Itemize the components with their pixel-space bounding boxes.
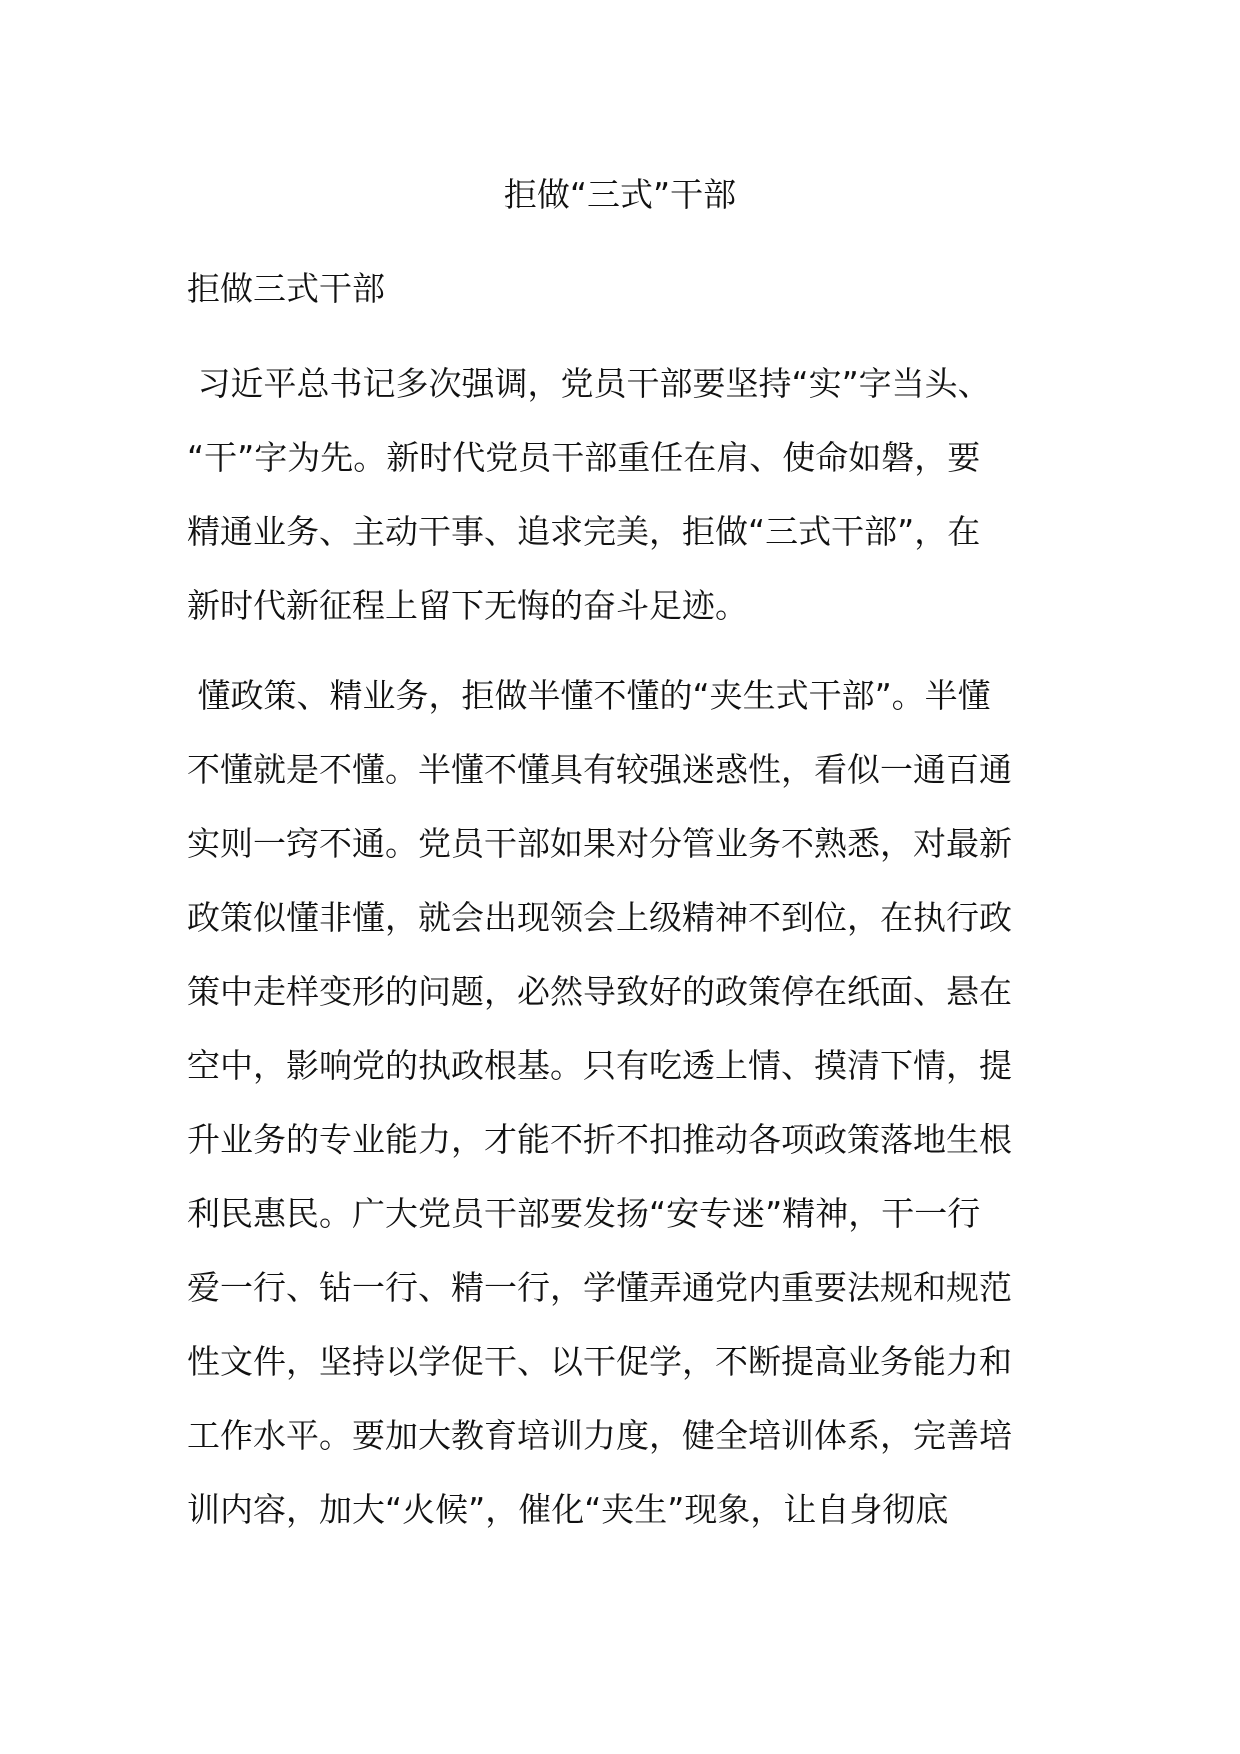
paragraph-line: 利民惠民。广大党员干部要发扬“安专迷”精神，干一行 (187, 1194, 981, 1233)
paragraph-line: 训内容，加大“火候”，催化“夹生”现象，让自身彻底 (187, 1490, 949, 1529)
paragraph-line: 升业务的专业能力，才能不折不扣推动各项政策落地生根 (187, 1120, 1012, 1159)
paragraph-line: 爱一行、钻一行、精一行，学懂弄通党内重要法规和规范 (187, 1268, 1012, 1307)
paragraph-line: “干”字为先。新时代党员干部重任在肩、使命如磐，要 (187, 438, 981, 477)
paragraph-line: 不懂就是不懂。半懂不懂具有较强迷惑性，看似一通百通 (187, 750, 1012, 789)
paragraph-line: 性文件，坚持以学促干、以干促学，不断提高业务能力和 (187, 1342, 1012, 1381)
document-subtitle: 拒做三式干部 (187, 269, 385, 308)
document-title: 拒做“三式”干部 (503, 175, 737, 214)
paragraph-line: 习近平总书记多次强调，党员干部要坚持“实”字当头、 (187, 364, 991, 403)
paragraph-line: 懂政策、精业务，拒做半懂不懂的“夹生式干部”。半懂 (187, 676, 991, 715)
paragraph-line: 精通业务、主动干事、追求完美，拒做“三式干部”，在 (187, 512, 981, 551)
paragraph-line: 工作水平。要加大教育培训力度，健全培训体系，完善培 (187, 1416, 1012, 1455)
paragraph-line: 空中，影响党的执政根基。只有吃透上情、摸清下情，提 (187, 1046, 1012, 1085)
paragraph-line: 实则一窍不通。党员干部如果对分管业务不熟悉，对最新 (187, 824, 1012, 863)
paragraph-line: 新时代新征程上留下无悔的奋斗足迹。 (187, 586, 748, 625)
paragraph-line: 政策似懂非懂，就会出现领会上级精神不到位，在执行政 (187, 898, 1012, 937)
paragraph-line: 策中走样变形的问题，必然导致好的政策停在纸面、悬在 (187, 972, 1012, 1011)
